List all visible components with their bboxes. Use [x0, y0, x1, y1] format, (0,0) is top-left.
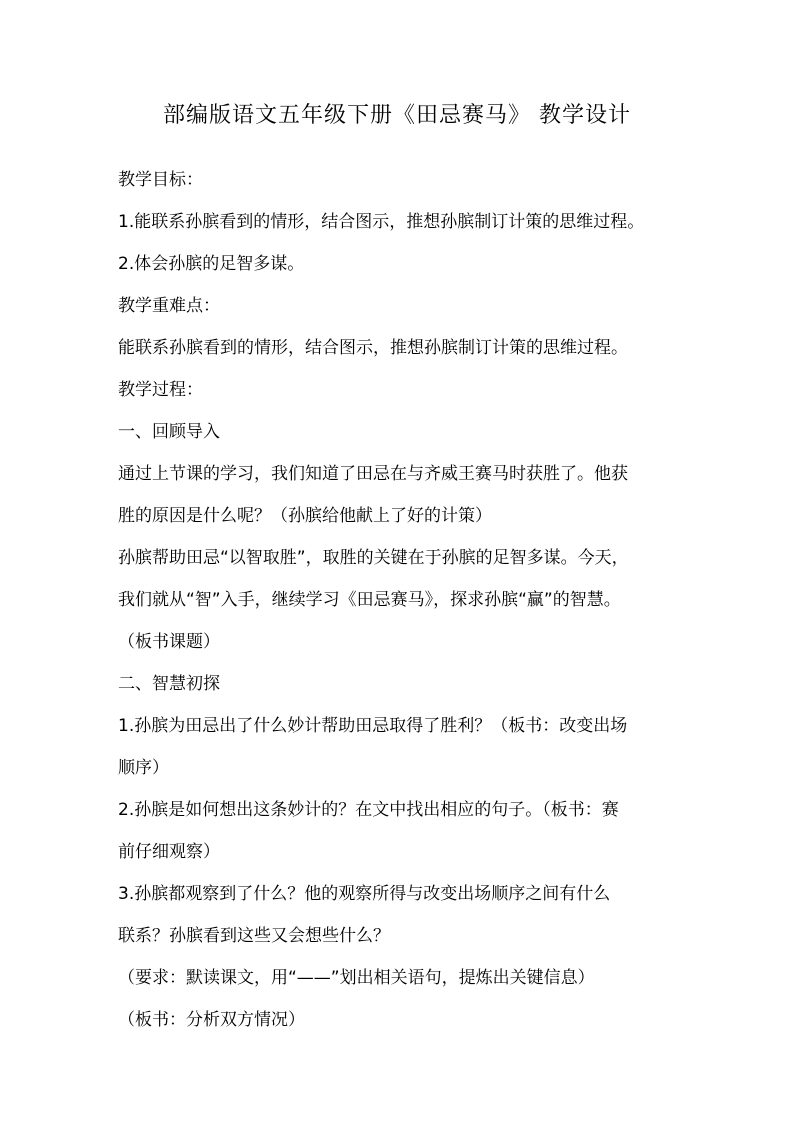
question-line: 顺序）: [118, 758, 169, 778]
paragraph-line: 通过上节课的学习，我们知道了田忌在与齐威王赛马时获胜了。他获: [118, 464, 628, 484]
question-line: 1.孙膑为田忌出了什么妙计帮助田忌取得了胜利？（板书：改变出场: [118, 716, 628, 736]
paragraph-line: 我们就从“智”入手，继续学习《田忌赛马》，探求孙膑“赢”的智慧。: [118, 590, 621, 610]
requirement-note: （要求：默读课文，用“——”划出相关语句，提炼出关键信息）: [118, 968, 595, 988]
section-heading-objectives: 教学目标：: [118, 170, 203, 190]
objective-item-2: 2.体会孙膑的足智多谋。: [118, 254, 305, 274]
question-line: 3.孙膑都观察到了什么？他的观察所得与改变出场顺序之间有什么: [118, 884, 611, 904]
paragraph-line: 孙膑帮助田忌“以智取胜”，取胜的关键在于孙膑的足智多谋。今天，: [118, 548, 629, 568]
subheading-review: 一、回顾导入: [118, 422, 220, 442]
board-note: （板书：分析双方情况）: [118, 1010, 305, 1030]
question-line: 联系？孙膑看到这些又会想些什么？: [118, 926, 390, 946]
objective-item-1: 1.能联系孙膑看到的情形，结合图示，推想孙膑制订计策的思维过程。: [118, 212, 645, 232]
key-points-text: 能联系孙膑看到的情形，结合图示，推想孙膑制订计策的思维过程。: [118, 338, 628, 358]
question-line: 2.孙膑是如何想出这条妙计的？在文中找出相应的句子。（板书：赛: [118, 800, 619, 820]
board-note: （板书课题）: [118, 632, 220, 652]
section-heading-process: 教学过程：: [118, 380, 203, 400]
subheading-wisdom: 二、智慧初探: [118, 674, 220, 694]
section-heading-key-points: 教学重难点：: [118, 296, 220, 316]
question-line: 前仔细观察）: [118, 842, 220, 862]
paragraph-line: 胜的原因是什么呢？（孙膑给他献上了好的计策）: [118, 506, 492, 526]
document-title: 部编版语文五年级下册《田忌赛马》 教学设计: [163, 103, 631, 128]
